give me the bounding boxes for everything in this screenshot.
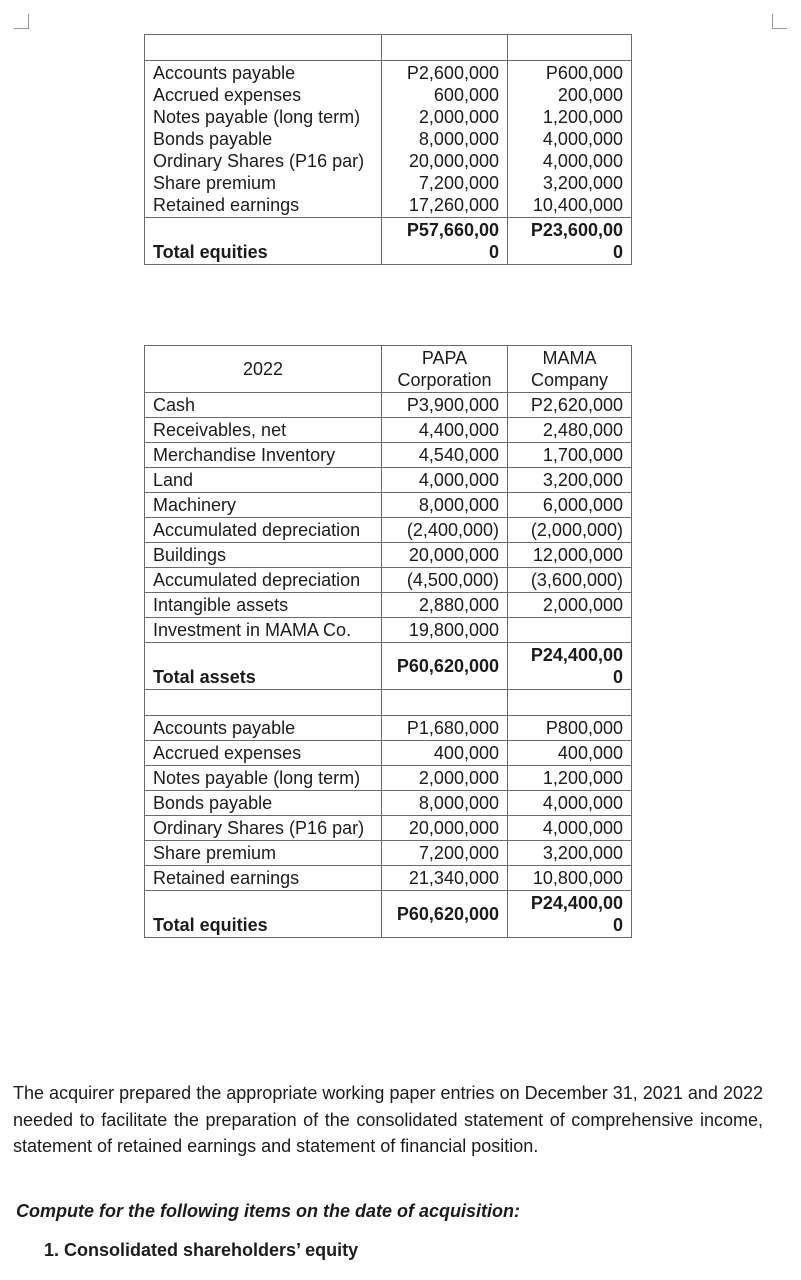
table-row <box>145 61 632 218</box>
mama-value: 12,000,000 <box>508 543 632 568</box>
mama-value: P24,400,00 0 <box>508 891 632 938</box>
row-label: Share premium <box>145 841 382 866</box>
papa-value: 4,400,000 <box>382 418 508 443</box>
row-label: Notes payable (long term) <box>145 766 382 791</box>
row-label: Accrued expenses <box>145 741 382 766</box>
crop-corner-mark-right <box>772 14 787 29</box>
mama-value: (2,000,000) <box>508 518 632 543</box>
papa-value: P1,680,000 <box>382 716 508 741</box>
table-row <box>145 518 632 543</box>
mama-value: 2,000,000 <box>508 593 632 618</box>
table-row <box>145 618 632 643</box>
financial-position-table-2022 <box>144 345 632 938</box>
row-label: Accumulated depreciation <box>145 568 382 593</box>
table-row <box>145 741 632 766</box>
table-body <box>145 346 632 938</box>
instruction-text: Compute for the following items on the date of acquisition: <box>16 1201 520 1221</box>
table-row <box>145 866 632 891</box>
table-row <box>145 543 632 568</box>
papa-value: 19,800,000 <box>382 618 508 643</box>
mama-value: 1,700,000 <box>508 443 632 468</box>
papa-value: P60,620,000 <box>382 643 508 690</box>
mama-value <box>508 618 632 643</box>
mama-value: P600,000 200,000 1,200,000 4,000,000 4,000,000 3,200,000 10,400,000 <box>508 61 632 218</box>
row-label: Accounts payable <box>145 716 382 741</box>
papa-value: 2,880,000 <box>382 593 508 618</box>
table-row <box>145 568 632 593</box>
acquirer-paragraph: The acquirer prepared the appropriate working paper entries on December 31, 2021 and 2022 needed to facilitate the preparation of the consolidated statement of comprehensive income, statement of retained earnings and statement of financial position. <box>13 1083 763 1156</box>
papa-value: 4,540,000 <box>382 443 508 468</box>
mama-header: MAMA Company <box>508 346 632 393</box>
papa-value: 8,000,000 <box>382 493 508 518</box>
total-equities-row <box>145 891 632 938</box>
row-label: Retained earnings <box>145 866 382 891</box>
table-row <box>145 816 632 841</box>
mama-value: 3,200,000 <box>508 841 632 866</box>
mama-value: 4,000,000 <box>508 791 632 816</box>
papa-value: 20,000,000 <box>382 543 508 568</box>
mama-value: P2,620,000 <box>508 393 632 418</box>
papa-value: P2,600,000 600,000 2,000,000 8,000,000 20,000,000 7,200,000 17,260,000 <box>382 61 508 218</box>
header-row <box>145 346 632 393</box>
table-row <box>145 766 632 791</box>
table-body <box>145 35 632 265</box>
crop-corner-mark-left <box>14 14 29 29</box>
row-label: Investment in MAMA Co. <box>145 618 382 643</box>
row-label: Land <box>145 468 382 493</box>
row-label: Intangible assets <box>145 593 382 618</box>
mama-value: P800,000 <box>508 716 632 741</box>
papa-value <box>382 35 508 61</box>
papa-value: 21,340,000 <box>382 866 508 891</box>
papa-value: (4,500,000) <box>382 568 508 593</box>
papa-value: 400,000 <box>382 741 508 766</box>
table-row <box>145 791 632 816</box>
row-label: Bonds payable <box>145 791 382 816</box>
row-label: Accounts payable Accrued expenses Notes payable (long term) Bonds payable Ordinary Shares (P16 par) Share premium Retained earnings <box>145 61 382 218</box>
row-label: Total assets <box>145 643 382 690</box>
papa-value: P57,660,00 0 <box>382 218 508 265</box>
row-label: Total equities <box>145 891 382 938</box>
row-label: Ordinary Shares (P16 par) <box>145 816 382 841</box>
papa-value: 2,000,000 <box>382 766 508 791</box>
mama-value: 1,200,000 <box>508 766 632 791</box>
papa-value: (2,400,000) <box>382 518 508 543</box>
table-row <box>145 468 632 493</box>
mama-value: 6,000,000 <box>508 493 632 518</box>
papa-value: 8,000,000 <box>382 791 508 816</box>
empty-cell <box>508 690 632 716</box>
mama-value: 4,000,000 <box>508 816 632 841</box>
total-equities-row <box>145 218 632 265</box>
papa-value: 7,200,000 <box>382 841 508 866</box>
table-row <box>145 393 632 418</box>
table-row <box>145 493 632 518</box>
mama-value: 3,200,000 <box>508 468 632 493</box>
question-item: 1. Consolidated shareholders’ equity <box>44 1240 359 1260</box>
row-label: Total equities <box>145 218 382 265</box>
row-label: Machinery <box>145 493 382 518</box>
papa-value: 4,000,000 <box>382 468 508 493</box>
papa-header: PAPA Corporation <box>382 346 508 393</box>
mama-value: 10,800,000 <box>508 866 632 891</box>
empty-cell <box>382 690 508 716</box>
papa-value: P3,900,000 <box>382 393 508 418</box>
table-row <box>145 35 632 61</box>
table-row <box>145 716 632 741</box>
mama-value: P24,400,00 0 <box>508 643 632 690</box>
row-label: Cash <box>145 393 382 418</box>
row-label: Receivables, net <box>145 418 382 443</box>
row-label <box>145 35 382 61</box>
mama-value: 400,000 <box>508 741 632 766</box>
empty-cell <box>145 690 382 716</box>
mama-value: (3,600,000) <box>508 568 632 593</box>
row-label: Merchandise Inventory <box>145 443 382 468</box>
papa-value: 20,000,000 <box>382 816 508 841</box>
table-row <box>145 418 632 443</box>
mama-value: 2,480,000 <box>508 418 632 443</box>
mama-value: P23,600,00 0 <box>508 218 632 265</box>
liabilities-equity-table-2021 <box>144 34 632 265</box>
spacer-row <box>145 690 632 716</box>
papa-value: P60,620,000 <box>382 891 508 938</box>
table-row <box>145 443 632 468</box>
table-row <box>145 593 632 618</box>
mama-value <box>508 35 632 61</box>
total-assets-row <box>145 643 632 690</box>
year-header: 2022 <box>145 346 382 393</box>
table-row <box>145 841 632 866</box>
row-label: Accumulated depreciation <box>145 518 382 543</box>
row-label: Buildings <box>145 543 382 568</box>
